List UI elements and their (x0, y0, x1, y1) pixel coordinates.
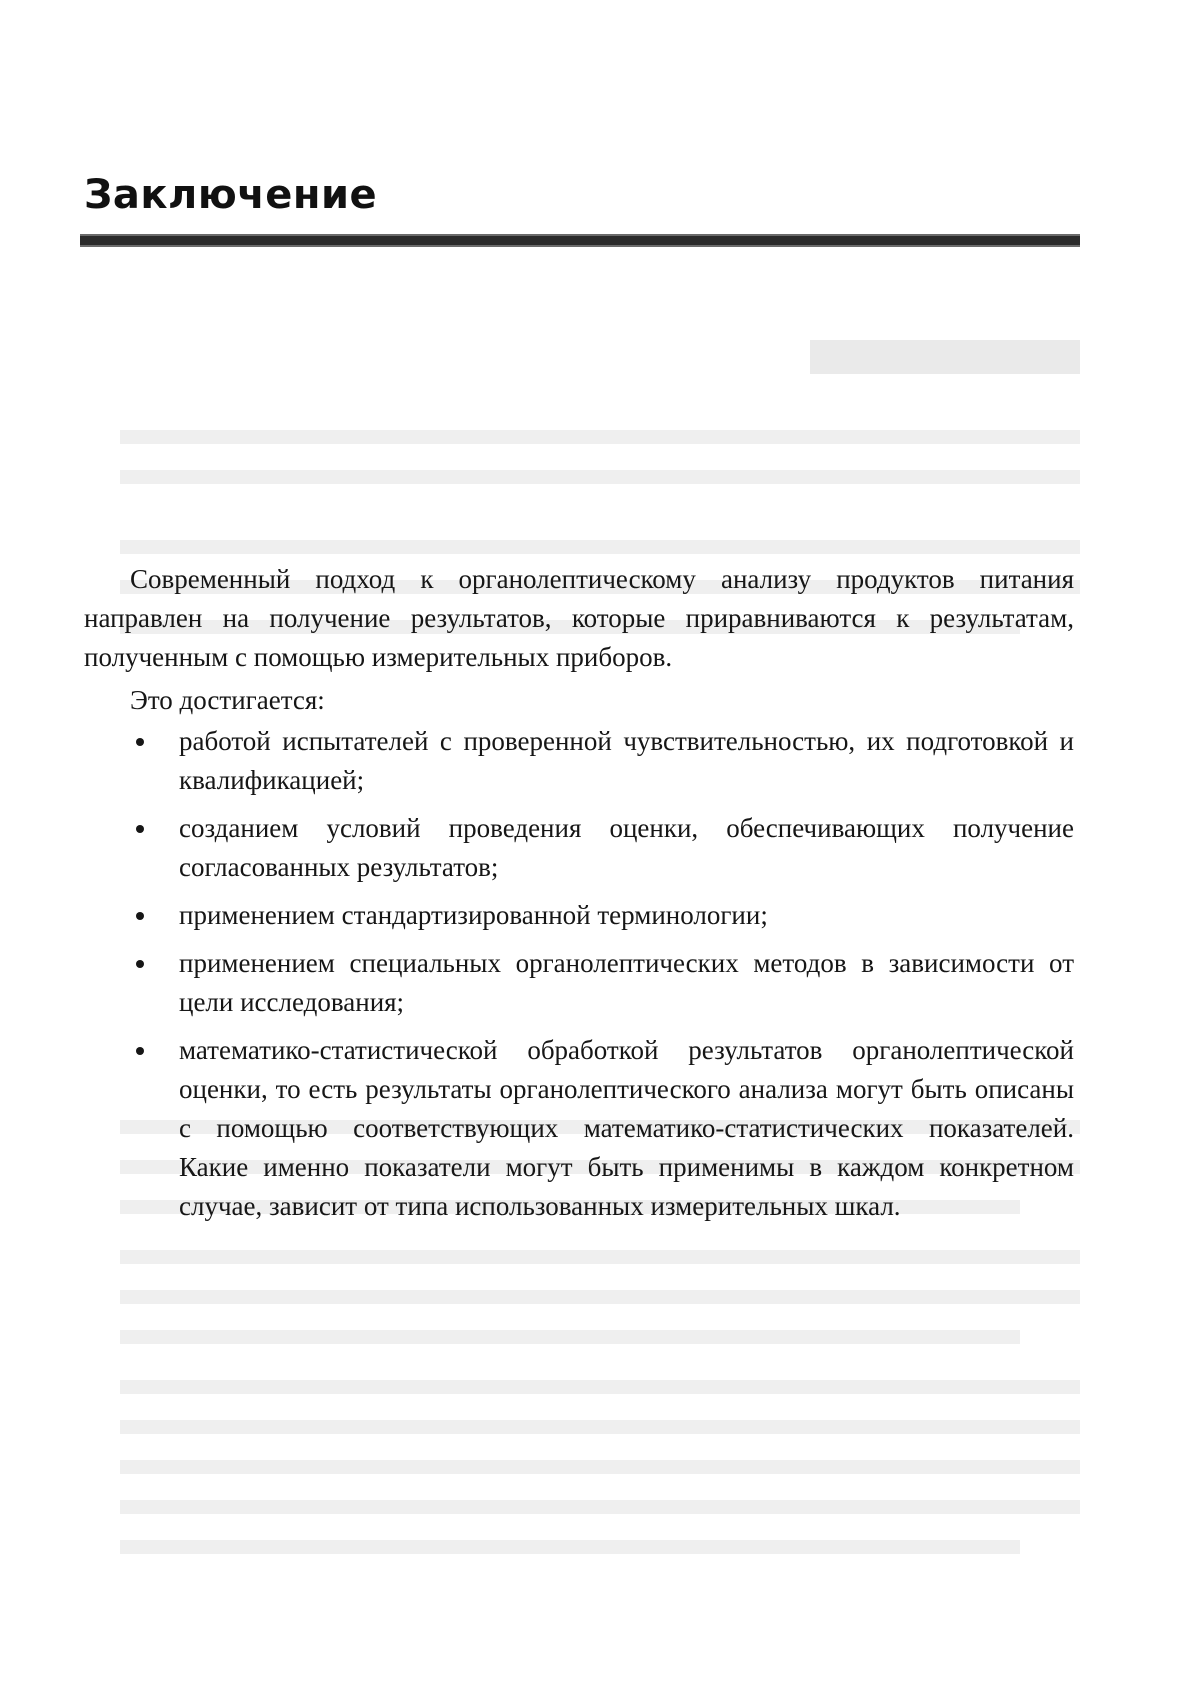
list-item (84, 896, 1074, 935)
bleed-line (120, 1540, 1020, 1554)
list-item (84, 1031, 1074, 1226)
list-item (84, 722, 1074, 800)
bleed-line (120, 1460, 1080, 1474)
bleed-line (120, 1420, 1080, 1434)
intro-paragraph: Современный подход к органолептическому анализу продуктов питания направлен на получение результатов, которые приравниваются к результатам, полученным с помощью измерительных приборов. (84, 564, 1074, 672)
list-item-text: созданием условий проведения оценки, обеспечивающих получение согласованных результатов; (179, 813, 1074, 882)
bullet-icon (136, 1047, 144, 1055)
lead-sentence: Это достигается: (130, 685, 325, 715)
list-item-text: математико-статистической обработкой результатов органолептической оценки, то есть результаты органолептического анализа могут быть описаны с помощью соответствующих математико-статистических показателей. Какие именно показатели могут быть применимы в каждом конкретном случае, зависит от типа использованных измерительных шкал. (179, 1035, 1074, 1221)
bleed-line (120, 1500, 1080, 1514)
bullet-icon (136, 960, 144, 968)
bleed-line (120, 1250, 1080, 1264)
list-item-text: применением специальных органолептических методов в зависимости от цели исследования; (179, 948, 1074, 1017)
bleed-line (120, 1330, 1020, 1344)
bullet-icon (136, 738, 144, 746)
list-item (84, 944, 1074, 1022)
bleed-line (120, 1380, 1080, 1394)
chapter-title: Заключение (84, 172, 378, 218)
body-text (84, 560, 1074, 1235)
bullet-icon (136, 825, 144, 833)
title-rule (80, 232, 1080, 250)
bleed-line (120, 470, 1080, 484)
bleed-line (120, 430, 1080, 444)
bleed-line (120, 540, 1080, 554)
bleed-heading-bar (810, 340, 1080, 374)
bleed-line (120, 1290, 1080, 1304)
list-item-text: применением стандартизированной терминологии; (179, 900, 768, 930)
list-item (84, 809, 1074, 887)
bullet-icon (136, 912, 144, 920)
list-item-text: работой испытателей с проверенной чувствительностью, их подготовкой и квалификацией; (179, 726, 1074, 795)
bullet-list (84, 722, 1074, 1226)
